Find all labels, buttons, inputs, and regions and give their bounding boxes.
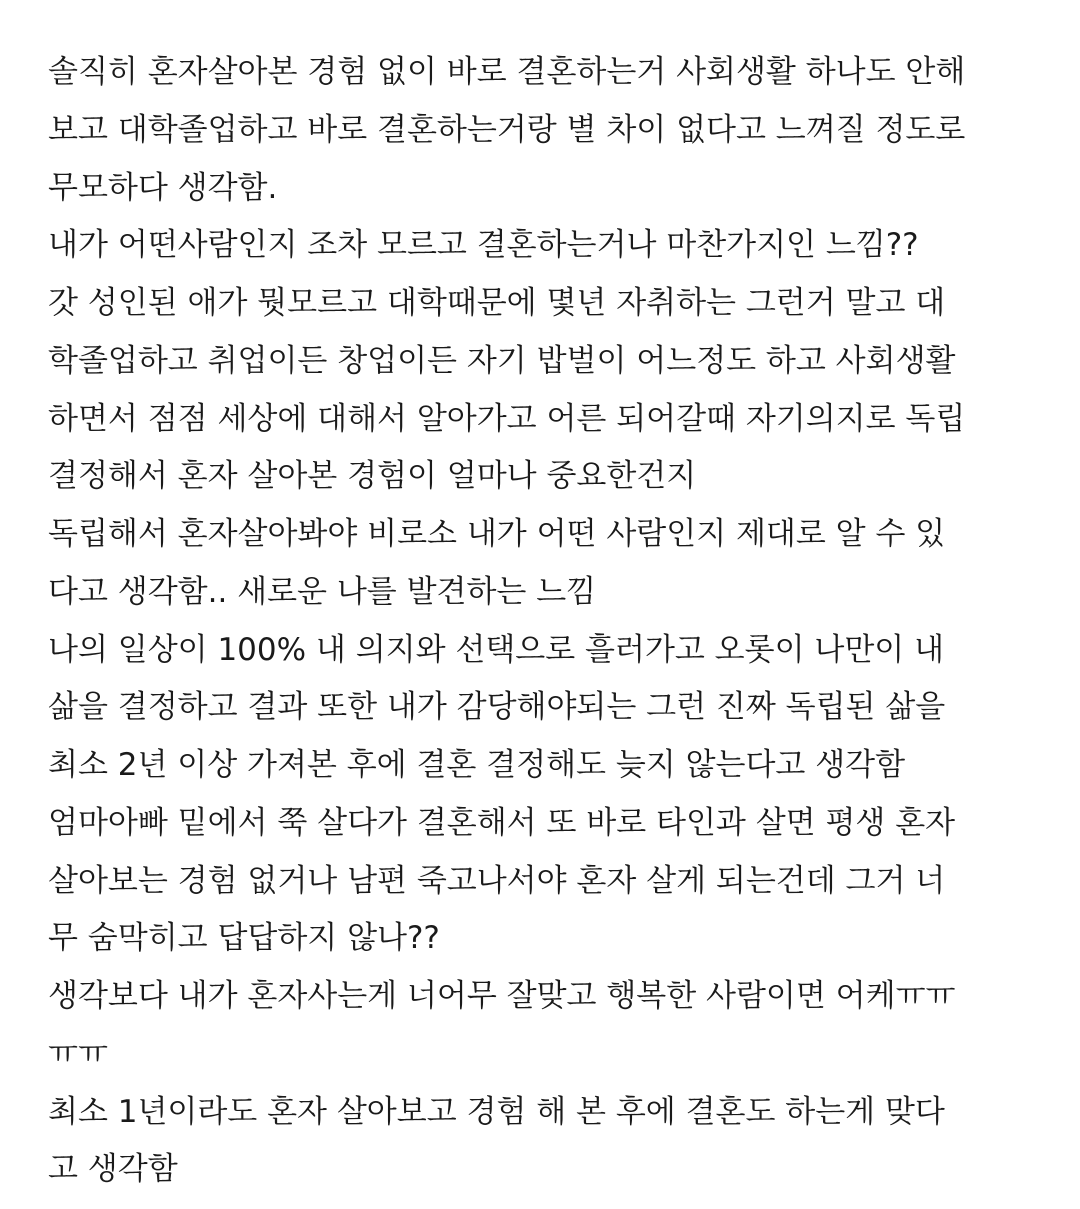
text-line: 학졸업하고 취업이든 창업이든 자기 밥벌이 어느정도 하고 사회생활 bbox=[48, 342, 956, 379]
text-line: 결정해서 혼자 살아본 경험이 얼마나 중요한건지 bbox=[48, 458, 697, 495]
text-line: 내가 어떤사람인지 조차 모르고 결혼하는거나 마찬가지인 느낌?? bbox=[48, 227, 919, 264]
text-line: 엄마아빠 밑에서 쭉 살다가 결혼해서 또 바로 타인과 살면 평생 혼자 bbox=[48, 804, 956, 841]
text-line: 무 숨막히고 답답하지 않나?? bbox=[48, 920, 440, 957]
text-line: 최소 1년이라도 혼자 살아보고 경험 해 본 후에 결혼도 하는게 맞다 bbox=[48, 1093, 945, 1130]
text-line: 독립해서 혼자살아봐야 비로소 내가 어떤 사람인지 제대로 알 수 있 bbox=[48, 516, 946, 552]
text-line: 다고 생각함.. 새로운 나를 발견하는 느낌 bbox=[48, 573, 597, 610]
text-line: 갓 성인된 애가 뭣모르고 대학때문에 몇년 자취하는 그런거 말고 대 bbox=[48, 285, 946, 321]
text-line: 솔직히 혼자살아본 경험 없이 바로 결혼하는거 사회생활 하나도 안해 bbox=[48, 54, 966, 90]
text-line: 고 생각함 bbox=[48, 1151, 178, 1188]
text-line: 삶을 결정하고 결과 또한 내가 감당해야되는 그런 진짜 독립된 삶을 bbox=[48, 689, 946, 726]
text-line: 생각보다 내가 혼자사는게 너어무 잘맞고 행복한 사람이면 어케ㅠㅠ bbox=[48, 978, 956, 1014]
text-line: ㅠㅠ bbox=[48, 1035, 108, 1072]
text-line: 하면서 점점 세상에 대해서 알아가고 어른 되어갈때 자기의지로 독립 bbox=[48, 400, 966, 437]
text-line: 무모하다 생각함. bbox=[48, 169, 278, 206]
text-line: 보고 대학졸업하고 바로 결혼하는거랑 별 차이 없다고 느껴질 정도로 bbox=[48, 111, 966, 148]
text-line: 살아보는 경험 없거나 남편 죽고나서야 혼자 살게 되는건데 그거 너 bbox=[48, 862, 946, 899]
text-line: 최소 2년 이상 가져본 후에 결혼 결정해도 늦지 않는다고 생각함 bbox=[48, 747, 906, 783]
post-body bbox=[48, 44, 1048, 1199]
text-line: 나의 일상이 100% 내 의지와 선택으로 흘러가고 오롯이 나만이 내 bbox=[48, 631, 945, 668]
